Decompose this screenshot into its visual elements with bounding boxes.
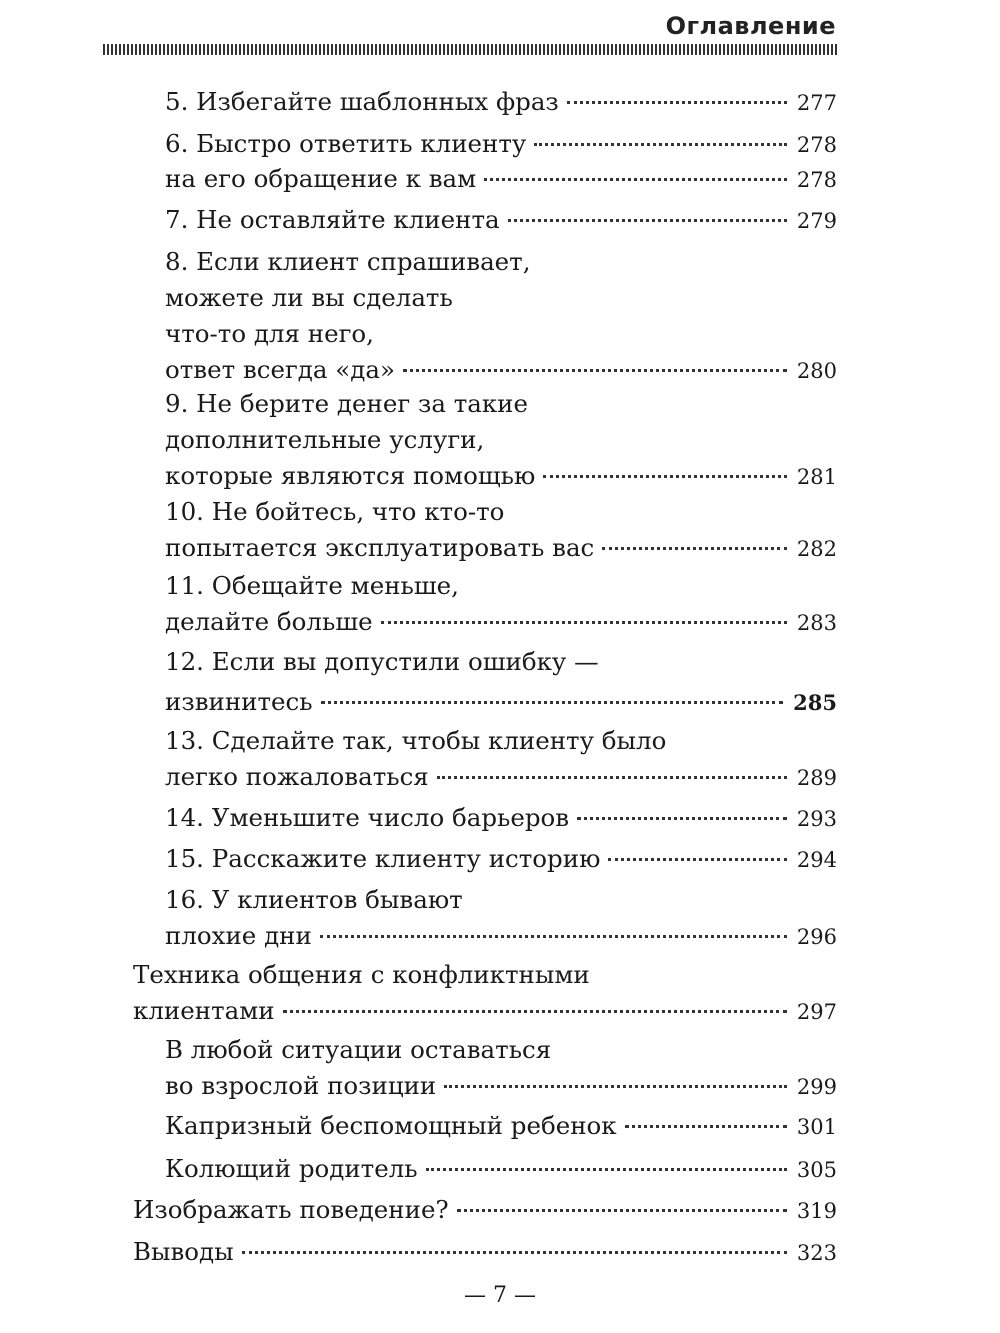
toc-entry[interactable] bbox=[165, 1108, 837, 1144]
dot-leader bbox=[567, 101, 787, 104]
toc-entry-title: легко пожаловаться bbox=[165, 762, 429, 791]
toc-entry-title: извинитесь bbox=[165, 687, 313, 716]
toc-entry-title-line: 8. Если клиент спрашивает, bbox=[165, 247, 531, 276]
toc-page-number: 277 bbox=[796, 91, 837, 115]
toc-entry-title: делайте больше bbox=[165, 607, 373, 636]
toc-entry-title-line: можете ли вы сделать bbox=[165, 283, 453, 312]
toc-page-number: 289 bbox=[796, 766, 837, 790]
toc-entry-title: Изображать поведение? bbox=[133, 1195, 449, 1224]
toc-entry[interactable] bbox=[165, 644, 837, 720]
dot-leader bbox=[320, 935, 787, 938]
toc-page-number: 305 bbox=[796, 1158, 837, 1182]
toc-entry-title-line: что-то для него, bbox=[165, 319, 374, 348]
toc-entry-title: 14. Уменьшите число барьеров bbox=[165, 803, 570, 832]
dot-leader bbox=[602, 547, 787, 550]
toc-entry[interactable] bbox=[165, 800, 837, 836]
toc-entry[interactable] bbox=[165, 202, 837, 238]
toc-page-number: 285 bbox=[793, 690, 837, 715]
toc-entry[interactable] bbox=[165, 1032, 837, 1104]
toc-entry-title: Капризный беспомощный ребенок bbox=[165, 1111, 617, 1140]
dot-leader bbox=[381, 621, 787, 624]
dot-leader bbox=[508, 219, 787, 222]
toc-page-number: 283 bbox=[796, 611, 837, 635]
dot-leader bbox=[403, 369, 787, 372]
toc-entry[interactable] bbox=[165, 568, 837, 640]
toc-entry-title-line: В любой ситуации оставаться bbox=[165, 1035, 552, 1064]
toc-entry-title: попытается эксплуатировать вас bbox=[165, 533, 595, 562]
dot-leader bbox=[577, 817, 787, 820]
toc-entry[interactable] bbox=[165, 1151, 837, 1187]
toc-entry[interactable] bbox=[165, 244, 837, 388]
toc-page-number: 296 bbox=[796, 925, 837, 949]
dot-leader bbox=[608, 858, 787, 861]
toc-page-number: 297 bbox=[796, 1000, 837, 1024]
toc-page-number: 299 bbox=[796, 1075, 837, 1099]
toc-entry-title: ответ всегда «да» bbox=[165, 355, 395, 384]
toc-entry-title: плохие дни bbox=[165, 921, 312, 950]
toc-entry-title: 15. Расскажите клиенту историю bbox=[165, 844, 601, 873]
toc-entry-title: которые являются помощью bbox=[165, 461, 536, 490]
toc-entry[interactable] bbox=[165, 841, 837, 877]
dot-leader bbox=[625, 1125, 787, 1128]
toc-entry-title-line: 12. Если вы допустили ошибку — bbox=[165, 647, 599, 676]
toc-entry[interactable] bbox=[133, 1234, 837, 1270]
toc-page-number: 280 bbox=[796, 359, 837, 383]
toc-entry-title: 7. Не оставляйте клиента bbox=[165, 205, 500, 234]
toc-entry-title-line: дополнительные услуги, bbox=[165, 425, 485, 454]
toc-page-number: 281 bbox=[796, 465, 837, 489]
toc-page-number: 301 bbox=[796, 1115, 837, 1139]
header-rule bbox=[103, 44, 838, 55]
toc-entry-title-line: 11. Обещайте меньше, bbox=[165, 571, 459, 600]
toc-entry-title: 5. Избегайте шаблонных фраз bbox=[165, 87, 559, 116]
toc-entry[interactable] bbox=[165, 723, 837, 795]
dot-leader bbox=[426, 1168, 787, 1171]
toc-page-number: 278 bbox=[796, 168, 837, 192]
toc-entry-title: на его обращение к вам bbox=[165, 164, 477, 193]
dot-leader bbox=[444, 1085, 787, 1088]
toc-entry[interactable] bbox=[165, 386, 837, 494]
toc-page-number: 278 bbox=[796, 133, 837, 157]
toc-entry[interactable] bbox=[165, 84, 837, 120]
toc-entry[interactable] bbox=[133, 957, 837, 1029]
toc-entry-title: Колющий родитель bbox=[165, 1154, 418, 1183]
toc-entry-title: клиентами bbox=[133, 996, 275, 1025]
toc-entry[interactable] bbox=[133, 1192, 837, 1228]
toc-page-number: 319 bbox=[796, 1199, 837, 1223]
toc-entry-title-line: 16. У клиентов бывают bbox=[165, 885, 463, 914]
dot-leader bbox=[283, 1010, 787, 1013]
dot-leader bbox=[242, 1251, 787, 1254]
dot-leader bbox=[543, 475, 787, 478]
dot-leader bbox=[457, 1209, 787, 1212]
toc-entry-title-line: 9. Не берите денег за такие bbox=[165, 389, 529, 418]
toc-entry-title-line: Техника общения с конфликтными bbox=[133, 960, 590, 989]
dot-leader bbox=[321, 701, 784, 704]
dot-leader bbox=[437, 776, 787, 779]
toc-entry-title-line: 10. Не бойтесь, что кто-то bbox=[165, 497, 505, 526]
toc-page-number: 282 bbox=[796, 537, 837, 561]
toc-entry[interactable] bbox=[165, 494, 837, 566]
toc-page-number: 323 bbox=[796, 1241, 837, 1265]
dot-leader bbox=[484, 178, 787, 181]
toc-entry-title: 6. Быстро ответить клиенту bbox=[165, 129, 527, 158]
toc-entry-title-line: 13. Сделайте так, чтобы клиенту было bbox=[165, 726, 667, 755]
toc-entry[interactable] bbox=[165, 126, 837, 162]
toc-entry[interactable] bbox=[165, 161, 837, 197]
toc-page-number: 279 bbox=[796, 209, 837, 233]
toc-entry-title: во взрослой позиции bbox=[165, 1071, 437, 1100]
toc-entry[interactable] bbox=[165, 882, 837, 954]
dot-leader bbox=[534, 143, 787, 146]
toc-page-number: 293 bbox=[796, 807, 837, 831]
page-number-footer: — 7 — bbox=[464, 1283, 536, 1308]
running-header-title: Оглавление bbox=[665, 12, 836, 40]
toc-page-number: 294 bbox=[796, 848, 837, 872]
toc-entry-title: Выводы bbox=[133, 1237, 234, 1266]
